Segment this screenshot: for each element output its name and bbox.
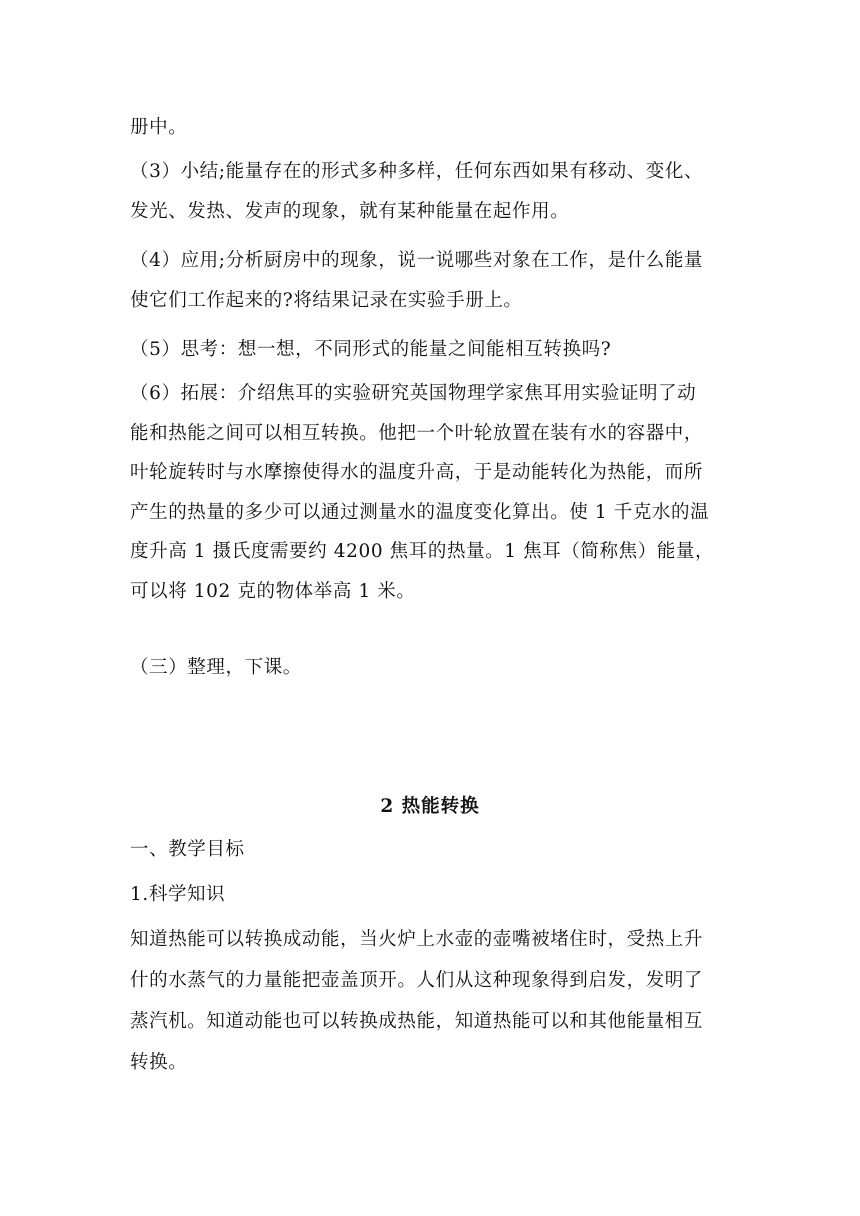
section-title: 2 热能转换 <box>380 796 480 817</box>
paragraph-continuation <box>130 108 730 148</box>
paragraph-knowledge <box>130 919 730 1083</box>
text-line: 转换。 <box>130 1052 188 1073</box>
text-line: （3）小结;能量存在的形式多种多样，任何东西如果有移动、变化、 <box>130 161 704 182</box>
text-line: （4）应用;分析厨房中的现象，说一说哪些对象在工作，是什么能量 <box>130 250 704 271</box>
text-line: 册中。 <box>130 117 188 138</box>
text-line: 产生的热量的多少可以通过测量水的温度变化算出。使 1 千克水的温 <box>130 501 710 523</box>
text-line: 发光、发热、发声的现象，就有某种能量在起作用。 <box>130 200 570 222</box>
heading-teaching-goals <box>130 830 730 870</box>
text-line: （5）思考：想一想，不同形式的能量之间能相互转换吗? <box>130 339 612 360</box>
paragraph-wrapup <box>130 648 730 688</box>
text-line: 能和热能之间可以相互转换。他把一个叶轮放置在装有水的容器中， <box>130 422 704 444</box>
text-line: 一、教学目标 <box>130 839 245 860</box>
paragraph-summary <box>130 152 730 231</box>
paragraph-application <box>130 241 730 320</box>
text-line: 度升高 1 摄氏度需要约 4200 焦耳的热量。1 焦耳（简称焦）能量， <box>130 541 715 562</box>
paragraph-thinking <box>130 330 730 370</box>
text-line: 知道热能可以转换成动能，当火炉上水壶的壶嘴被堵住时，受热上升 <box>130 929 704 950</box>
text-line: （6）拓展：介绍焦耳的实验研究英国物理学家焦耳用实验证明了动 <box>130 383 697 404</box>
text-line: 什的水蒸气的力量能把壶盖顶开。人们从这种现象得到启发，发明了 <box>130 970 704 991</box>
text-line: （三）整理，下课。 <box>130 657 302 678</box>
text-line: 1.科学知识 <box>130 884 226 905</box>
paragraph-extension <box>130 374 730 611</box>
text-line: 叶轮旋转时与水摩擦使得水的温度升高，于是动能转化为热能，而所 <box>130 462 704 483</box>
text-line: 可以将 102 克的物体举高 1 米。 <box>130 580 416 602</box>
text-line: 使它们工作起来的?将结果记录在实验手册上。 <box>130 289 523 311</box>
subheading-science-knowledge <box>130 875 730 915</box>
text-line: 蒸汽机。知道动能也可以转换成热能，知道热能可以和其他能量相互 <box>130 1011 704 1032</box>
